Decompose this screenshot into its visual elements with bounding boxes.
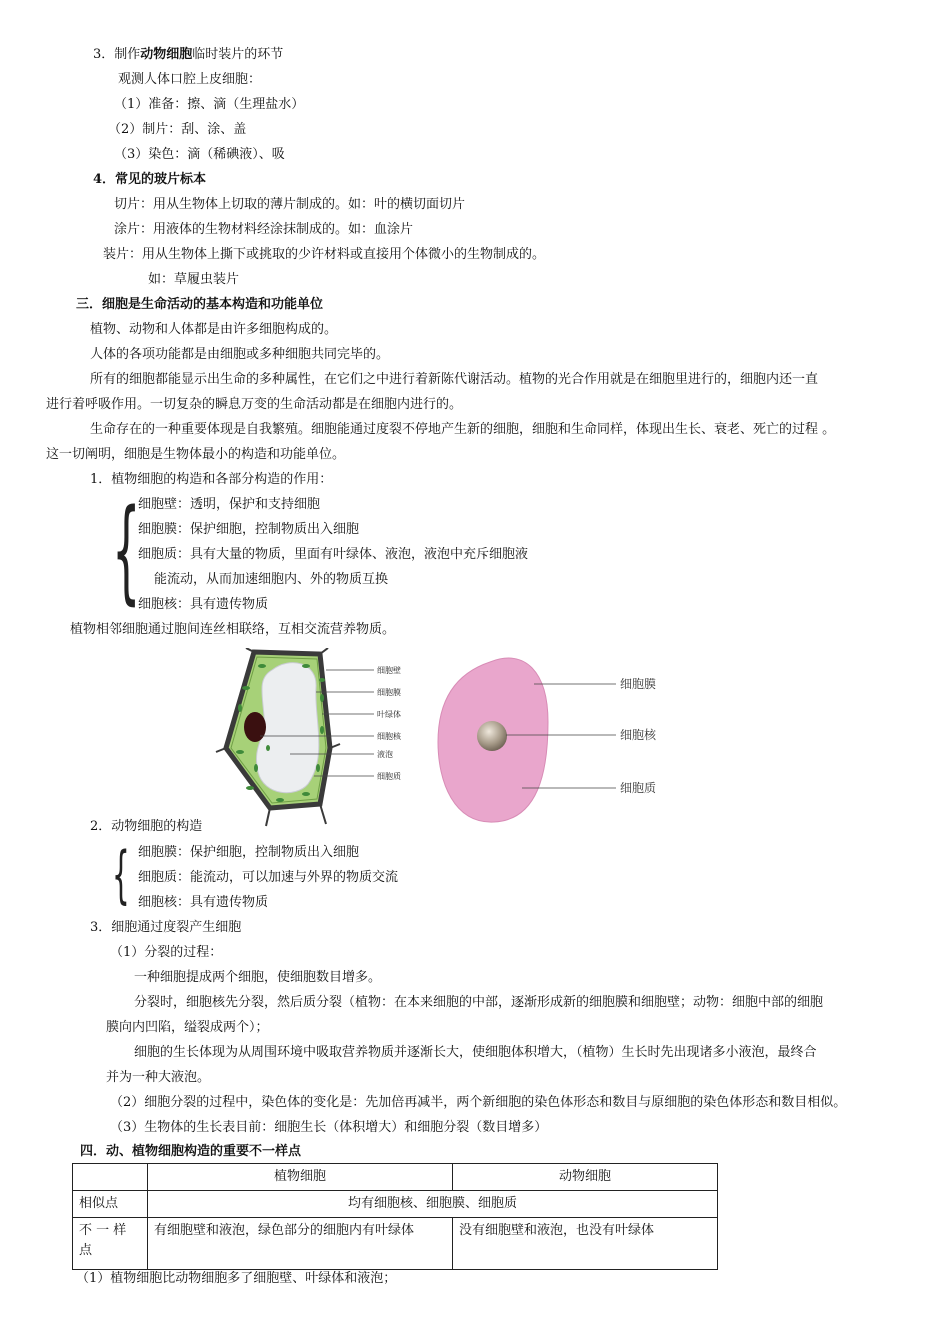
plant-item-membrane: 细胞膜：保护细胞，控制物质出入细胞 [138, 522, 360, 537]
plant-item-cytoplasm: 细胞质：具有大量的物质，里面有叶绿体、液泡，液泡中充斥细胞液 [138, 547, 529, 562]
label-nucleus: 细胞核 [377, 732, 401, 741]
animal-item-cytoplasm: 细胞质：能流动，可以加速与外界的物质交流 [138, 870, 399, 885]
label-cell-wall: 细胞壁 [377, 666, 401, 675]
sec3-p4b: 这一切阐明，细胞是生物体最小的构造和功能单位。 [46, 447, 346, 462]
table-header-plant: 植物细胞 [148, 1164, 453, 1191]
s4-line-4: 如：草履虫装片 [148, 272, 240, 287]
div-title: 3．细胞通过度裂产生细胞 [90, 920, 242, 935]
table-row [73, 1164, 718, 1191]
sec3-p4a: 生命存在的一种重要体现是自我繁殖。细胞能通过度裂不停地产生新的细胞，细胞和生命同样，体现出生长、衰老、死亡的过程 。 [90, 422, 836, 437]
table-animal-diff: 没有细胞壁和液泡，也没有叶绿体 [453, 1218, 718, 1270]
animal-item-nucleus: 细胞核：具有遗传物质 [138, 895, 269, 910]
plant-cell-figure [210, 648, 420, 828]
plant-note: 植物相邻细胞通过胞间连丝相联络，互相交流营养物质。 [70, 622, 396, 637]
label-cell-membrane: 细胞膜 [377, 688, 401, 697]
table-row [73, 1218, 718, 1270]
animal-cell-figure [430, 652, 670, 827]
table-corner-cell [73, 1164, 148, 1191]
sec3-p3b: 进行着呼吸作用。一切复杂的瞬息万变的生命活动都是在细胞内进行的。 [46, 397, 463, 412]
div-p2b: 膜向内凹陷，缢裂成两个）； [106, 1020, 269, 1035]
s4-title: 4．常见的玻片标本 [93, 172, 207, 187]
plant-item-nucleus: 细胞核：具有遗传物质 [138, 597, 269, 612]
label-vacuole: 液泡 [377, 750, 393, 759]
label-animal-membrane: 细胞膜 [620, 677, 657, 691]
table-plant-diff: 有细胞壁和液泡，绿色部分的细胞内有叶绿体 [148, 1218, 453, 1270]
animal-nucleus-shape [477, 721, 507, 751]
plant-item-cytoplasm-cont: 能流动，从而加速细胞内、外的物质互换 [154, 572, 389, 587]
animal-brace: { [112, 838, 130, 911]
table-row [73, 1191, 718, 1218]
s3-title: 3．制作动物细胞临时装片的环节 [93, 47, 284, 62]
div-p3a: 细胞的生长体现为从周围环境中吸取营养物质并逐渐长大，使细胞体积增大，（植物）生长时先出现诸多小液泡，最终合 [134, 1045, 817, 1060]
div-sub2: （2）细胞分裂的过程中，染色体的变化是：先加倍再减半，两个新细胞的染色体形态和数目与原细胞的染色体形态和数目相似。 [110, 1095, 847, 1110]
s3-line-3: （2）制片：刮、涂、盖 [108, 122, 247, 137]
label-chloroplast: 叶绿体 [377, 710, 401, 719]
s4-line-3: 装片：用从生物体上撕下或挑取的少许材料或直接用个体微小的生物制成的。 [103, 247, 546, 262]
table-row-label-different: 不 一 样 点 [73, 1218, 148, 1270]
div-p3b: 并为一种大液泡。 [106, 1070, 211, 1085]
table-similar-value: 均有细胞核、细胞膜、细胞质 [148, 1191, 718, 1218]
nucleus-shape [244, 712, 266, 742]
s3-line-2: （1）准备：擦、滴（生理盐水） [114, 97, 305, 112]
s4-line-2: 涂片：用液体的生物材料经涂抹制成的。如：血涂片 [114, 222, 414, 237]
animal-title: 2．动物细胞的构造 [90, 819, 203, 834]
sec3-p1: 植物、动物和人体都是由许多细胞构成的。 [90, 322, 338, 337]
table-header-animal: 动物细胞 [453, 1164, 718, 1191]
sec3-title: 三．细胞是生命活动的基本构造和功能单位 [76, 297, 324, 312]
animal-item-membrane: 细胞膜：保护细胞，控制物质出入细胞 [138, 845, 360, 860]
s3-line-1: 观测人体口腔上皮细胞： [118, 72, 262, 87]
s3-line-4: （3）染色：滴（稀碘液）、吸 [114, 147, 285, 162]
table-row-label-similar: 相似点 [73, 1191, 148, 1218]
div-sub3: （3）生物体的生长表目前：细胞生长（体积增大）和细胞分裂（数目增多） [110, 1120, 548, 1135]
plant-item-wall: 细胞壁：透明，保护和支持细胞 [138, 497, 321, 512]
label-animal-cytoplasm: 细胞质 [620, 781, 657, 795]
div-sub1: （1）分裂的过程： [110, 945, 223, 960]
label-cytoplasm: 细胞质 [377, 772, 401, 781]
sec3-p3a: 所有的细胞都能显示出生命的多种属性，在它们之中进行着新陈代谢活动。植物的光合作用就是在细胞里进行的，细胞内还一直 [90, 372, 819, 387]
s4-line-1: 切片：用从生物体上切取的薄片制成的。如：叶的横切面切片 [114, 197, 466, 212]
final-note: （1）植物细胞比动物细胞多了细胞壁、叶绿体和液泡； [76, 1271, 397, 1286]
div-p1: 一种细胞提成两个细胞，使细胞数目增多。 [134, 970, 382, 985]
plant-brace: { [112, 486, 141, 616]
sec4-title: 四．动、植物细胞构造的重要不一样点 [80, 1144, 302, 1159]
comparison-table [72, 1163, 718, 1270]
plant-title: 1．植物细胞的构造和各部分构造的作用： [90, 472, 333, 487]
div-p2a: 分裂时，细胞核先分裂，然后质分裂（植物：在本来细胞的中部，逐渐形成新的细胞膜和细胞壁；动物：细胞中部的细胞 [134, 995, 824, 1010]
sec3-p2: 人体的各项功能都是由细胞或多种细胞共同完毕的。 [90, 347, 390, 362]
label-animal-nucleus: 细胞核 [620, 728, 657, 742]
